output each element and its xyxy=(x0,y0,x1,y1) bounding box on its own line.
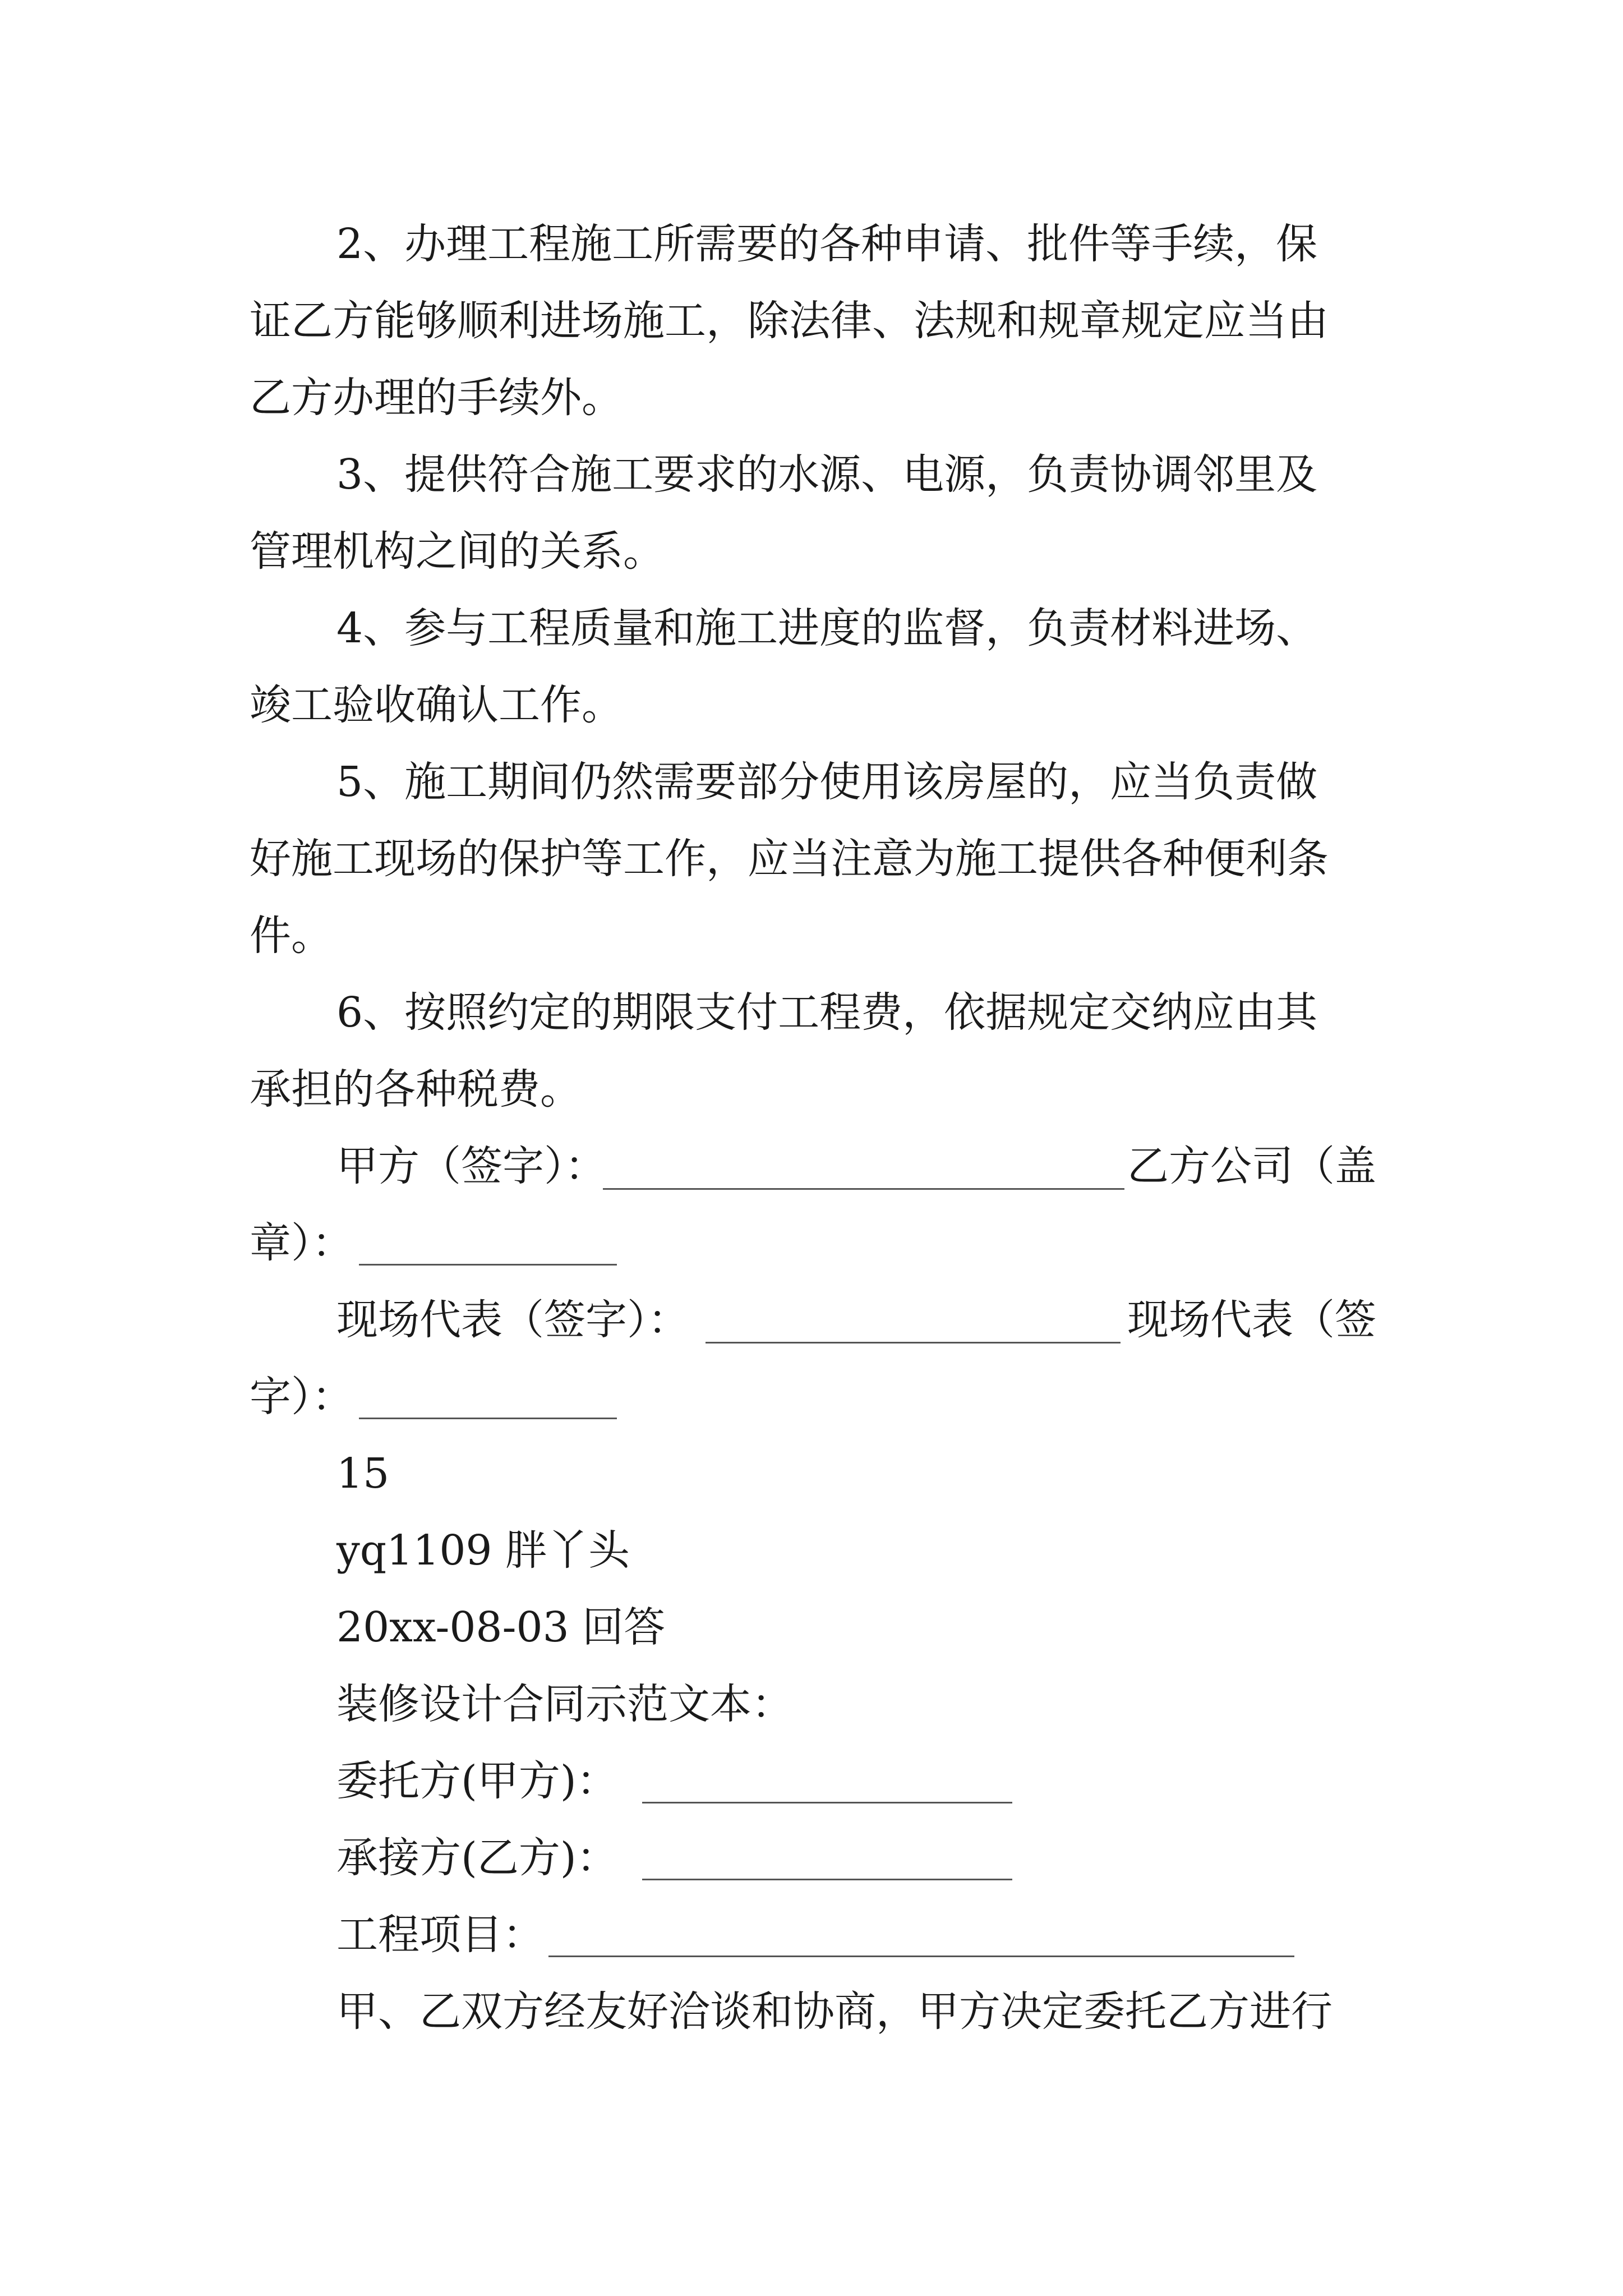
para-4-line-2: 竣工验收确认工作。 xyxy=(250,681,623,729)
para-3-line-1: 3、提供符合施工要求的水源、电源，负责协调邻里及 xyxy=(336,450,1318,499)
contractor-party-b-blank xyxy=(642,1879,1012,1880)
project-label: 工程项目： xyxy=(336,1911,544,1959)
para-6-line-2: 承担的各种税费。 xyxy=(250,1065,582,1114)
party-a-signature-blank xyxy=(603,1188,1124,1190)
site-rep-a-label: 现场代表（签字）： xyxy=(336,1296,689,1344)
site-rep-b-blank xyxy=(359,1418,617,1419)
para-5-line-2: 好施工现场的保护等工作，应当注意为施工提供各种便利条 xyxy=(250,835,1329,883)
party-b-company-seal-label-cont: 章）： xyxy=(250,1219,353,1267)
party-b-company-seal-label: 乙方公司（盖 xyxy=(1127,1142,1376,1190)
para-5-line-1: 5、施工期间仍然需要部分使用该房屋的，应当负责做 xyxy=(336,758,1318,806)
project-blank xyxy=(548,1955,1294,1957)
answer-date: 20xx-08-03 回答 xyxy=(336,1603,666,1651)
site-rep-b-label-cont: 字）： xyxy=(250,1373,353,1421)
site-rep-a-blank xyxy=(706,1342,1121,1343)
para-2-line-1: 2、办理工程施工所需要的各种申请、批件等手续，保 xyxy=(336,220,1318,268)
para-6-line-1: 6、按照约定的期限支付工程费，依据规定交纳应由其 xyxy=(336,988,1318,1037)
vote-count: 15 xyxy=(336,1450,390,1498)
party-a-signature-label: 甲方（签字）： xyxy=(336,1142,606,1190)
client-party-a-label: 委托方(甲方)： xyxy=(336,1757,618,1805)
answer-username: yq1109 胖丫头 xyxy=(336,1526,630,1575)
sample-contract-title: 装修设计合同示范文本： xyxy=(336,1680,793,1728)
contractor-party-b-label: 承接方(乙方)： xyxy=(336,1834,618,1882)
para-3-line-2: 管理机构之间的关系。 xyxy=(250,527,665,576)
client-party-a-blank xyxy=(642,1802,1012,1803)
para-4-line-1: 4、参与工程质量和施工进度的监督，负责材料进场、 xyxy=(336,604,1318,652)
para-2-line-2: 证乙方能够顺利进场施工，除法律、法规和规章规定应当由 xyxy=(250,297,1329,345)
closing-paragraph-line-1: 甲、乙双方经友好洽谈和协商，甲方决定委托乙方进行 xyxy=(336,1987,1332,2036)
site-rep-b-label: 现场代表（签 xyxy=(1127,1296,1376,1344)
para-2-line-3: 乙方办理的手续外。 xyxy=(250,374,623,422)
party-b-seal-blank xyxy=(359,1264,617,1266)
para-5-line-3: 件。 xyxy=(250,912,333,960)
